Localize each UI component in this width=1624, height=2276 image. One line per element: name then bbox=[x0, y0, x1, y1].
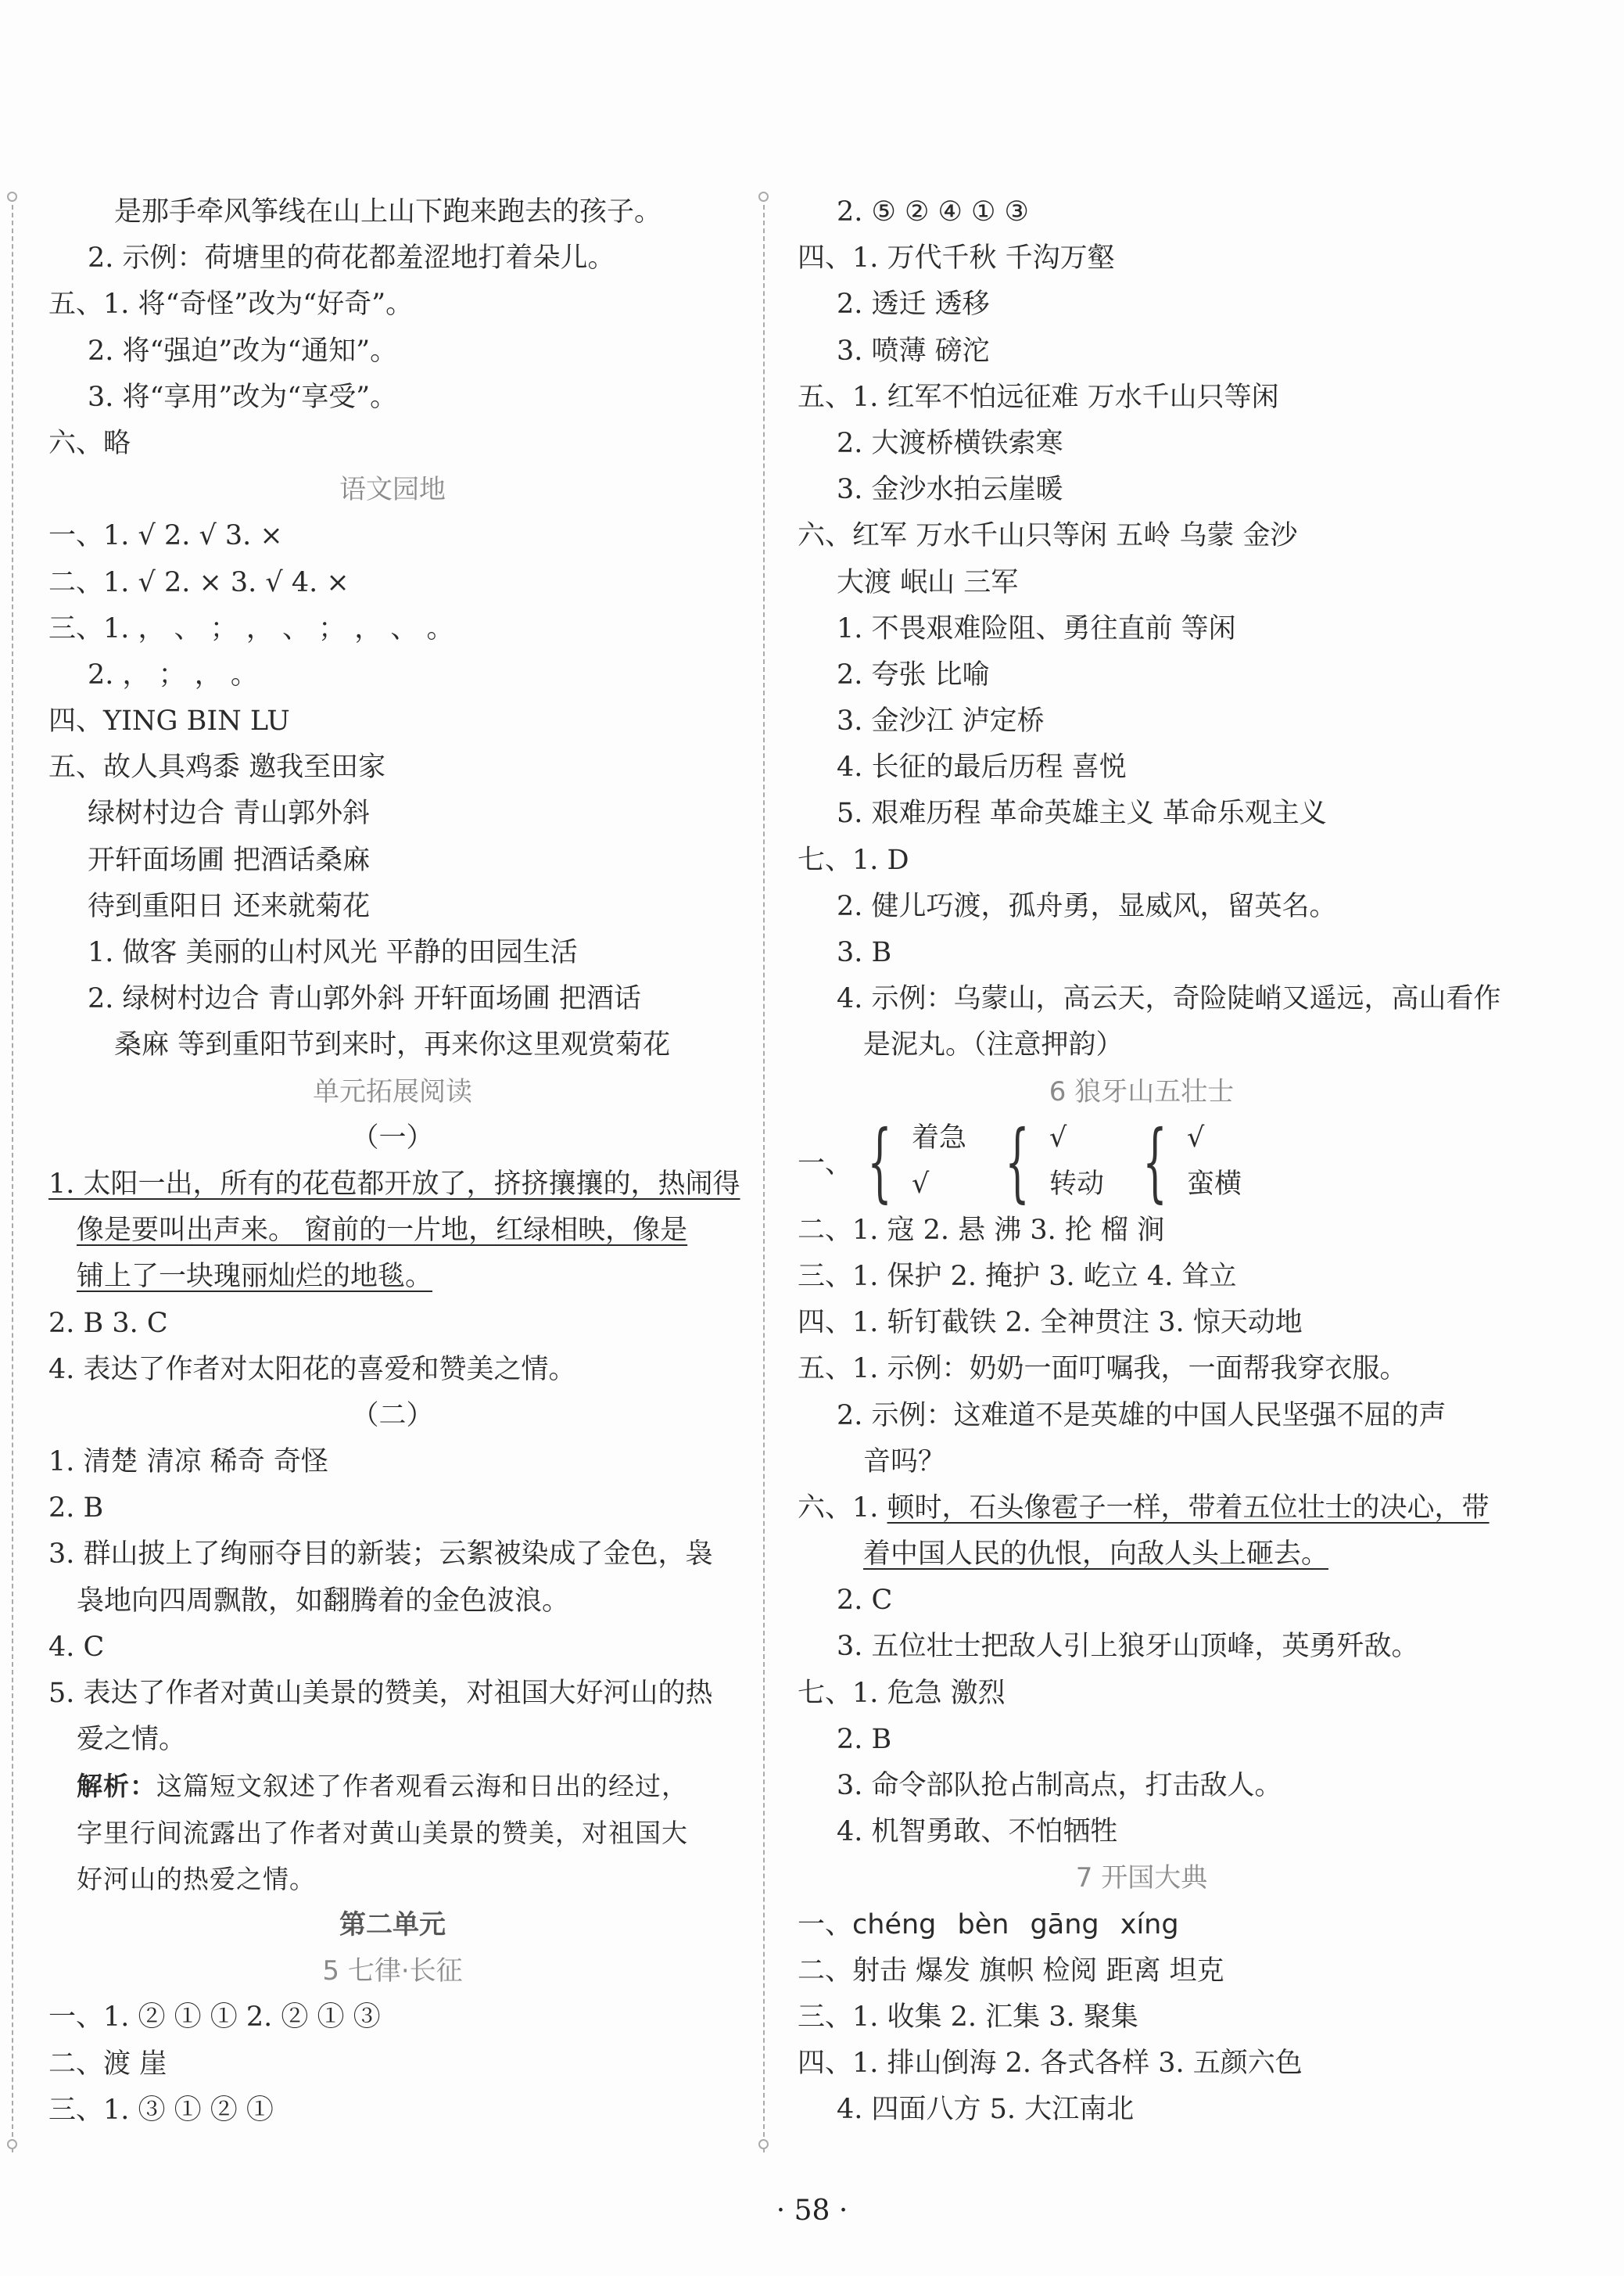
answer-line-underlined bbox=[798, 1485, 1490, 1531]
center-column-divider bbox=[763, 197, 765, 2152]
answer-line: 2. B bbox=[837, 1723, 892, 1755]
analysis-line bbox=[48, 1763, 737, 1809]
answer-line: 1. 清楚 清凉 稀奇 奇怪 bbox=[48, 1446, 328, 1478]
answer-line: 3. 将“享用”改为“享受”。 bbox=[88, 381, 398, 413]
answer-line: 三、1. ， 、 ； ， 、 ； ， 、 。 bbox=[48, 612, 454, 644]
answer-line: 七、1. 危急 激烈 bbox=[798, 1677, 1006, 1709]
brace-item: √ bbox=[912, 1168, 930, 1200]
answer-line: 5. 艰难历程 革命英雄主义 革命乐观主义 bbox=[837, 798, 1327, 830]
answer-line: 2. 夸张 比喻 bbox=[837, 659, 990, 691]
answer-line-underlined bbox=[48, 1208, 737, 1254]
answer-line: 六、略 bbox=[48, 427, 131, 459]
answer-line: 三、1. 收集 2. 汇集 3. 聚集 bbox=[798, 2001, 1138, 2033]
answer-line: 4. 示例：乌蒙山，高云天，奇险陡峭又遥远，高山看作 bbox=[837, 983, 1501, 1015]
answer-line: 二、渡 崖 bbox=[48, 2048, 167, 2080]
brace-item: √ bbox=[1049, 1122, 1067, 1154]
answer-line: 一、1. √ 2. √ 3. × bbox=[48, 520, 283, 552]
answer-line: 1. 不畏艰难险阻、勇往直前 等闲 bbox=[837, 612, 1236, 644]
answer-line: 二、1. √ 2. × 3. √ 4. × bbox=[48, 566, 350, 598]
lesson-heading-6: 6 狼牙山五壮士 bbox=[1049, 1075, 1235, 1107]
center-divider-top-dot bbox=[758, 192, 769, 202]
answer-line: 二、射击 爆发 旗帜 检阅 距离 坦克 bbox=[798, 1955, 1224, 1987]
answer-line: 开轩面场圃 把酒话桑麻 bbox=[88, 844, 371, 876]
answer-line: 四、YING BIN LU bbox=[48, 705, 290, 738]
answer-line: 三、1. ③ ① ② ① bbox=[48, 2094, 274, 2126]
answer-line: 2. 将“强迫”改为“通知”。 bbox=[88, 335, 398, 367]
page-number: · 58 · bbox=[776, 2195, 848, 2227]
lesson-heading-7: 7 开国大典 bbox=[1075, 1862, 1208, 1894]
brace-group-2 bbox=[1049, 1115, 1104, 1208]
left-brace-icon: { bbox=[867, 1111, 892, 1212]
answer-line: 袅地向四周飘散，如翻腾着的金色波浪。 bbox=[77, 1585, 570, 1617]
answer-line: 2. 健儿巧渡，孤舟勇，显威风，留英名。 bbox=[837, 890, 1337, 922]
answer-line: 是那手牵风筝线在山上山下跑来跑去的孩子。 bbox=[114, 196, 662, 228]
brace-answer-row bbox=[798, 1111, 1486, 1212]
answer-line: 3. 命令部队抢占制高点，打击敌人。 bbox=[837, 1770, 1282, 1801]
answer-line: 七、1. D bbox=[798, 844, 909, 876]
answer-line-underlined bbox=[798, 1531, 1486, 1578]
analysis-text: 这篇短文叙述了作者观看云海和日出的经过， bbox=[156, 1771, 688, 1802]
answer-line: 一、1. ② ① ① 2. ② ① ③ bbox=[48, 2001, 381, 2034]
brace-item: 蛮横 bbox=[1187, 1168, 1242, 1200]
section-heading-unit-extended-reading: 单元拓展阅读 bbox=[313, 1075, 472, 1107]
answer-line: 大渡 岷山 三军 bbox=[837, 566, 1019, 598]
left-divider-top-dot bbox=[7, 192, 17, 202]
answer-line: 4. C bbox=[48, 1631, 105, 1663]
answer-line: 是泥丸。（注意押韵） bbox=[863, 1029, 1124, 1061]
underlined-text: 1. 太阳一出，所有的花苞都开放了，挤挤攘攘的，热闹得 bbox=[48, 1168, 740, 1200]
answer-line: 2. 绿树村边合 青山郭外斜 开轩面场圃 把酒话 bbox=[88, 983, 641, 1015]
subsection-heading-two: （二） bbox=[351, 1399, 434, 1431]
analysis-line: 好河山的热爱之情。 bbox=[77, 1863, 316, 1894]
answer-line: 4. 表达了作者对太阳花的喜爱和赞美之情。 bbox=[48, 1353, 576, 1385]
answer-line-underlined bbox=[48, 1254, 737, 1300]
brace-item: 转动 bbox=[1049, 1168, 1105, 1200]
answer-line: 四、1. 斩钉截铁 2. 全神贯注 3. 惊天动地 bbox=[798, 1307, 1303, 1339]
unit-heading: 第二单元 bbox=[339, 1908, 446, 1940]
brace-group-1 bbox=[912, 1115, 966, 1208]
answer-line: 3. 群山披上了绚丽夺目的新装；云絮被染成了金色，袅 bbox=[48, 1538, 713, 1571]
brace-prefix: 一、 bbox=[798, 1147, 853, 1179]
answer-line: 2. B bbox=[48, 1492, 104, 1524]
underlined-text: 着中国人民的仇恨，向敌人头上砸去。 bbox=[863, 1538, 1329, 1571]
answer-line: 4. 机智勇敢、不怕牺牲 bbox=[837, 1816, 1118, 1848]
answer-line: 2. 透迁 透移 bbox=[837, 289, 990, 321]
analysis-label: 解析： bbox=[77, 1771, 156, 1802]
answer-line: 5. 表达了作者对黄山美景的赞美，对祖国大好河山的热 bbox=[48, 1678, 713, 1709]
answer-line: 绿树村边合 青山郭外斜 bbox=[88, 798, 371, 830]
brace-item: √ bbox=[1187, 1122, 1205, 1154]
answer-line: 3. 喷薄 磅沱 bbox=[837, 335, 990, 367]
answer-line: 2. B 3. C bbox=[48, 1307, 168, 1339]
answer-line: 2. ⑤ ② ④ ① ③ bbox=[837, 196, 1029, 228]
center-divider-bottom-dot bbox=[758, 2139, 769, 2149]
answer-line: 五、1. 将“奇怪”改为“好奇”。 bbox=[48, 289, 414, 321]
answer-line: 四、1. 排山倒海 2. 各式各样 3. 五颜六色 bbox=[798, 2048, 1303, 2080]
answer-prefix: 六、1. bbox=[798, 1492, 879, 1524]
left-column-divider bbox=[12, 197, 13, 2152]
answer-line: 音吗？ bbox=[863, 1445, 946, 1477]
analysis-line: 字里行间流露出了作者对黄山美景的赞美，对祖国大 bbox=[77, 1817, 688, 1848]
right-column bbox=[798, 189, 1501, 2134]
underlined-text: 铺上了一块瑰丽灿烂的地毯。 bbox=[77, 1261, 433, 1293]
answer-line: 1. 做客 美丽的山村风光 平静的田园生活 bbox=[88, 937, 578, 968]
brace-group-3 bbox=[1187, 1115, 1242, 1208]
answer-line: 4. 长征的最后历程 喜悦 bbox=[837, 752, 1127, 784]
answer-line: 二、1. 寇 2. 悬 沸 3. 抡 榴 涧 bbox=[798, 1214, 1165, 1246]
answer-line: 四、1. 万代千秋 千沟万壑 bbox=[798, 242, 1115, 275]
answer-line: 爱之情。 bbox=[77, 1724, 187, 1756]
left-divider-bottom-dot bbox=[7, 2139, 17, 2149]
answer-line: 五、1. 示例：奶奶一面叮嘱我，一面帮我穿衣服。 bbox=[798, 1353, 1407, 1385]
answer-line: 2. ， ； ， 。 bbox=[88, 659, 258, 691]
answer-line-underlined bbox=[48, 1161, 740, 1208]
brace-item: 着急 bbox=[912, 1122, 967, 1154]
answer-line: 3. 金沙江 泸定桥 bbox=[837, 705, 1045, 738]
underlined-text: 像是要叫出声来。 窗前的一片地，红绿相映，像是 bbox=[77, 1215, 688, 1247]
answer-line: 桑麻 等到重阳节到来时，再来你这里观赏菊花 bbox=[114, 1029, 671, 1061]
answer-line: 4. 四面八方 5. 大江南北 bbox=[837, 2094, 1135, 2126]
left-brace-icon: { bbox=[1142, 1111, 1167, 1212]
answer-line: 3. 五位壮士把敌人引上狼牙山顶峰，英勇歼敌。 bbox=[837, 1631, 1419, 1663]
answer-line: 三、1. 保护 2. 掩护 3. 屹立 4. 耸立 bbox=[798, 1260, 1237, 1292]
answer-line: 五、1. 红军不怕远征难 万水千山只等闲 bbox=[798, 381, 1279, 413]
answer-line: 五、故人具鸡黍 邀我至田家 bbox=[48, 752, 386, 784]
subsection-heading-one: （一） bbox=[351, 1122, 434, 1154]
lesson-heading-5: 5 七律·长征 bbox=[322, 1955, 463, 1987]
answer-line: 3. B bbox=[837, 937, 892, 968]
answer-prefix: 一、 bbox=[798, 1908, 853, 1940]
section-heading-yuwen-yuandi: 语文园地 bbox=[339, 474, 446, 506]
answer-line: 待到重阳日 还来就菊花 bbox=[88, 890, 371, 922]
pinyin-text: chéng bèn gāng xíng bbox=[852, 1908, 1179, 1940]
left-brace-icon: { bbox=[1005, 1111, 1030, 1212]
answer-line: 六、红军 万水千山只等闲 五岭 乌蒙 金沙 bbox=[798, 520, 1298, 552]
answer-line: 2. 示例：荷塘里的荷花都羞涩地打着朵儿。 bbox=[88, 242, 615, 275]
answer-line: 2. 示例：这难道不是英雄的中国人民坚强不屈的声 bbox=[837, 1399, 1447, 1431]
pinyin-answer-line bbox=[798, 1902, 1486, 1948]
answer-line: 2. C bbox=[837, 1585, 893, 1617]
underlined-text: 顿时，石头像雹子一样，带着五位壮士的决心，带 bbox=[887, 1492, 1490, 1524]
left-column bbox=[48, 189, 740, 2134]
answer-line: 3. 金沙水拍云崖暖 bbox=[837, 474, 1063, 506]
answer-line: 2. 大渡桥横铁索寒 bbox=[837, 427, 1063, 459]
